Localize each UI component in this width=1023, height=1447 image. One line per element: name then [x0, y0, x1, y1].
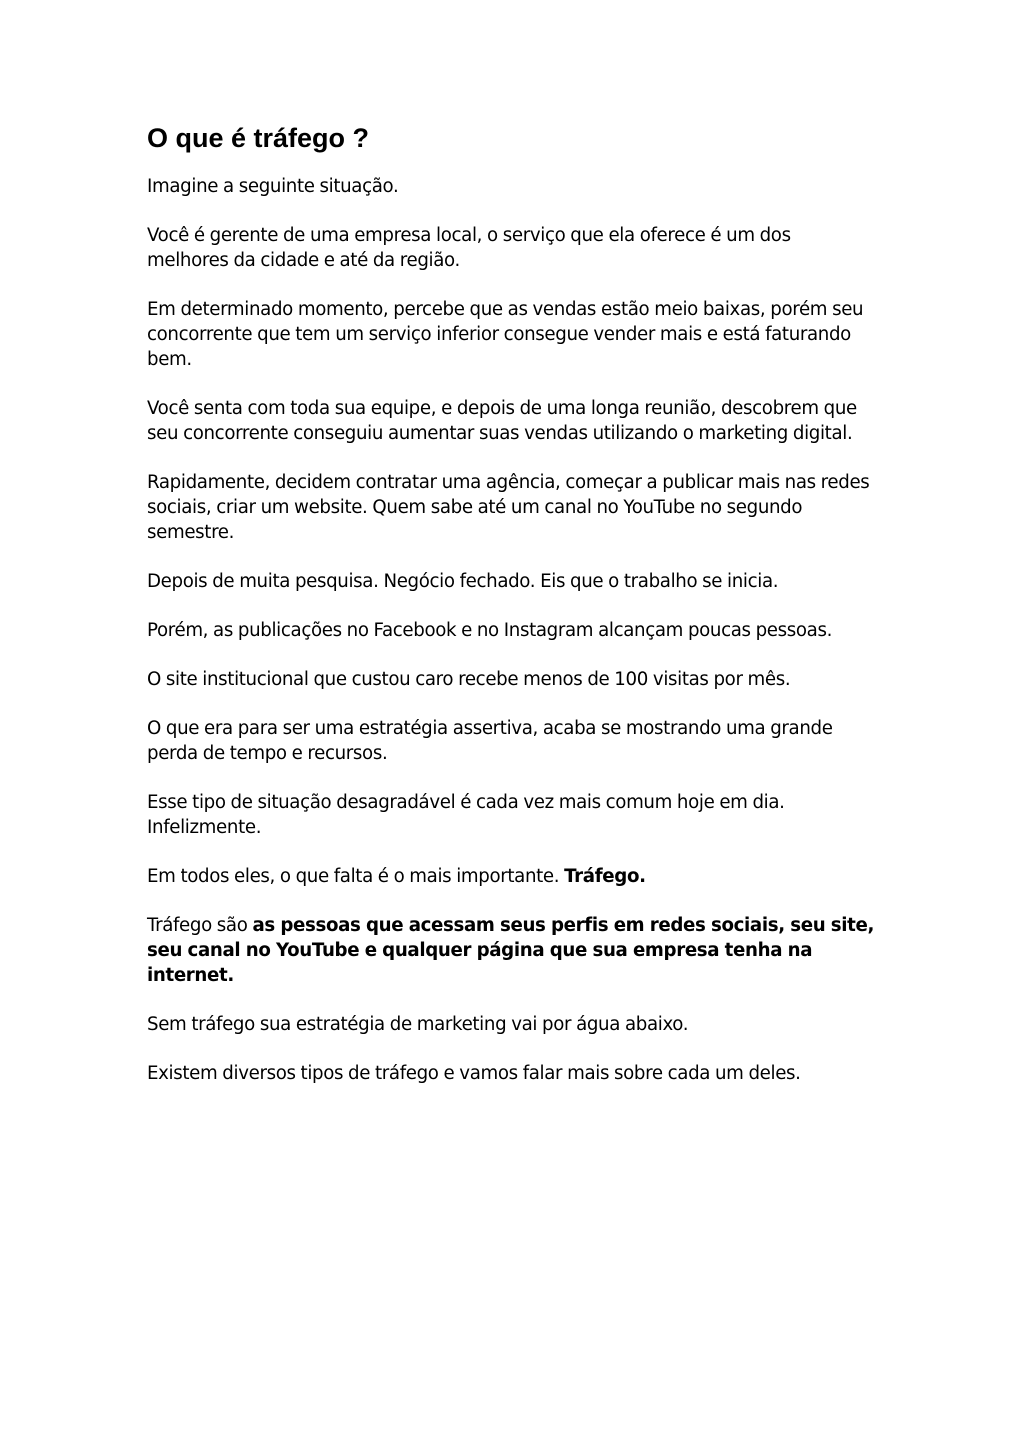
- document-page: [147, 120, 877, 1110]
- paragraph-emphasis: [147, 864, 877, 889]
- definition-text: Tráfego são: [147, 915, 248, 936]
- paragraph-no-traffic: Sem tráfego sua estratégia de marketing vai por água abaixo.: [147, 1014, 689, 1035]
- paragraph-strategy: O que era para ser uma estratégia assertiva, acaba se mostrando uma grande perda de tempo e recursos.: [147, 718, 833, 764]
- paragraph-site: O site institucional que custou caro recebe menos de 100 visitas por mês.: [147, 669, 791, 690]
- paragraph-definition: [147, 913, 877, 988]
- paragraph-sales: Em determinado momento, percebe que as vendas estão meio baixas, porém seu concorrente que tem um serviço inferior consegue vender mais e está faturando bem.: [147, 299, 864, 370]
- paragraph-agency: Rapidamente, decidem contratar uma agência, começar a publicar mais nas redes sociais, criar um website. Quem sabe até um canal no YouTube no segundo semestre.: [147, 472, 870, 543]
- emphasis-bold: Tráfego.: [564, 866, 646, 887]
- paragraph-research: Depois de muita pesquisa. Negócio fechado. Eis que o trabalho se inicia.: [147, 571, 779, 592]
- paragraph-intro: Imagine a seguinte situação.: [147, 176, 399, 197]
- paragraph-types: Existem diversos tipos de tráfego e vamos falar mais sobre cada um deles.: [147, 1063, 801, 1084]
- paragraph-social: Porém, as publicações no Facebook e no Instagram alcançam poucas pessoas.: [147, 620, 833, 641]
- definition-bold: as pessoas que acessam seus perfis em redes sociais, seu site, seu canal no YouTube e qualquer página que sua empresa tenha na internet.: [147, 915, 875, 986]
- paragraph-situation: Esse tipo de situação desagradável é cada vez mais comum hoje em dia. Infelizmente.: [147, 792, 785, 838]
- paragraph-manager: Você é gerente de uma empresa local, o serviço que ela oferece é um dos melhores da cidade e até da região.: [147, 225, 791, 271]
- emphasis-text: Em todos eles, o que falta é o mais importante.: [147, 866, 560, 887]
- document-title: O que é tráfego ?: [147, 123, 370, 153]
- paragraph-meeting: Você senta com toda sua equipe, e depois de uma longa reunião, descobrem que seu concorrente conseguiu aumentar suas vendas utilizando o marketing digital.: [147, 398, 857, 444]
